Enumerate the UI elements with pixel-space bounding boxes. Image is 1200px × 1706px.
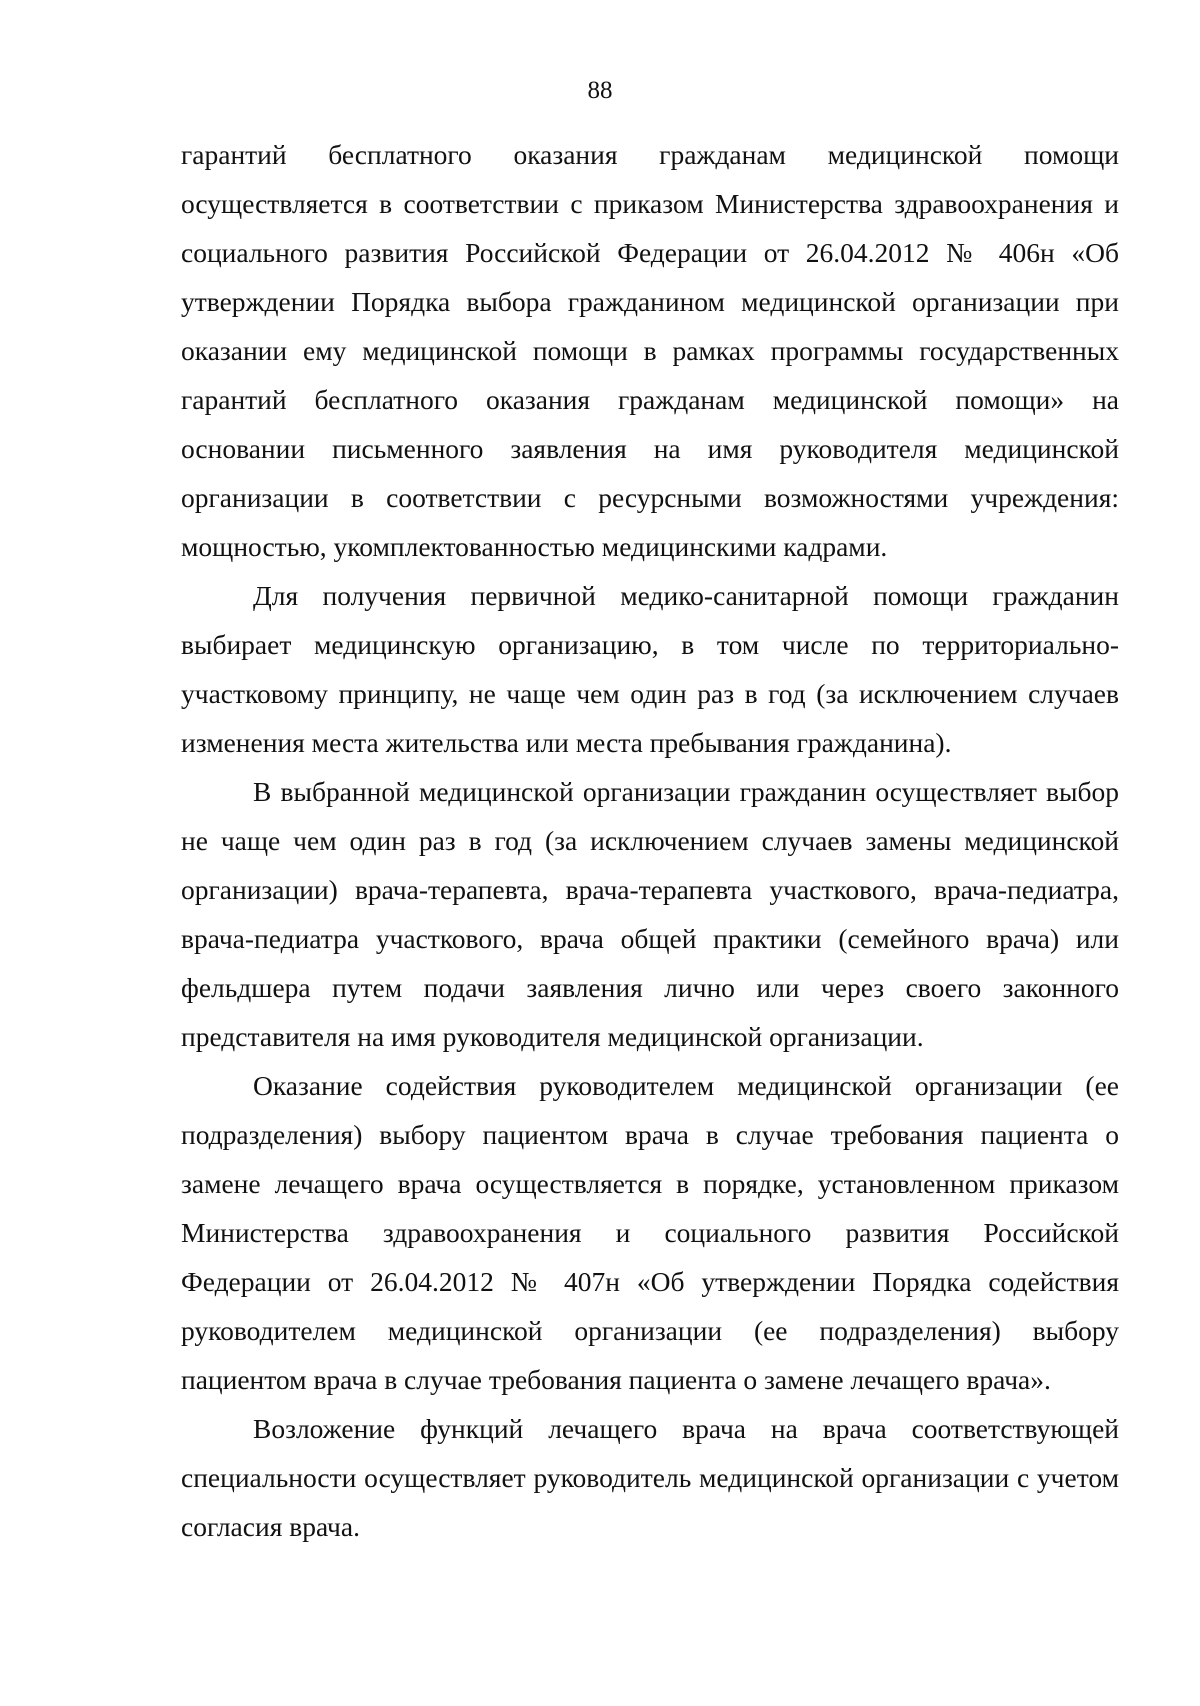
paragraph-doctor-choice: В выбранной медицинской организации гражданин осуществляет выбор не чаще чем один раз в год (за исключением случаев замены медицинской организации) врача-терапевта, врача-терапевта участкового, врача-педиатра, врача-педиатра участкового, врача общей практики (семейного врача) или фельдшера путем подачи заявления лично или через своего законного представителя на имя руководителя медицинской организации. (181, 776, 1119, 1052)
paragraph-continuation: гарантий бесплатного оказания гражданам медицинской помощи осуществляется в соответствии с приказом Министерства здравоохранения и социального развития Российской Федерации от 26.04.2012 № 406н «Об утверждении Порядка выбора гражданином медицинской организации при оказании ему медицинской помощи в рамках программы государственных гарантий бесплатного оказания гражданам медицинской помощи» на основании письменного заявления на имя руководителя медицинской организации в соответствии с ресурсными возможностями учреждения: мощностью, укомплектованностью медицинскими кадрами. (181, 139, 1119, 562)
page-number: 88 (587, 77, 613, 104)
paragraph-primary-care-choice: Для получения первичной медико-санитарной помощи гражданин выбирает медицинскую организацию, в том числе по территориально-участковому принципу, не чаще чем один раз в год (за исключением случаев изменения места жительства или места пребывания гражданина). (181, 580, 1119, 758)
paragraph-attending-duties: Возложение функций лечащего врача на врача соответствующей специальности осуществляет руководитель медицинской организации с учетом согласия врача. (181, 1413, 1119, 1542)
paragraph-doctor-replacement: Оказание содействия руководителем медицинской организации (ее подразделения) выбору пациентом врача в случае требования пациента о замене лечащего врача осуществляется в порядке, установленном приказом Министерства здравоохранения и социального развития Российской Федерации от 26.04.2012 № 407н «Об утверждении Порядка содействия руководителем медицинской организации (ее подразделения) выбору пациентом врача в случае требования пациента о замене лечащего врача». (181, 1070, 1119, 1395)
document-body (181, 130, 1119, 1551)
